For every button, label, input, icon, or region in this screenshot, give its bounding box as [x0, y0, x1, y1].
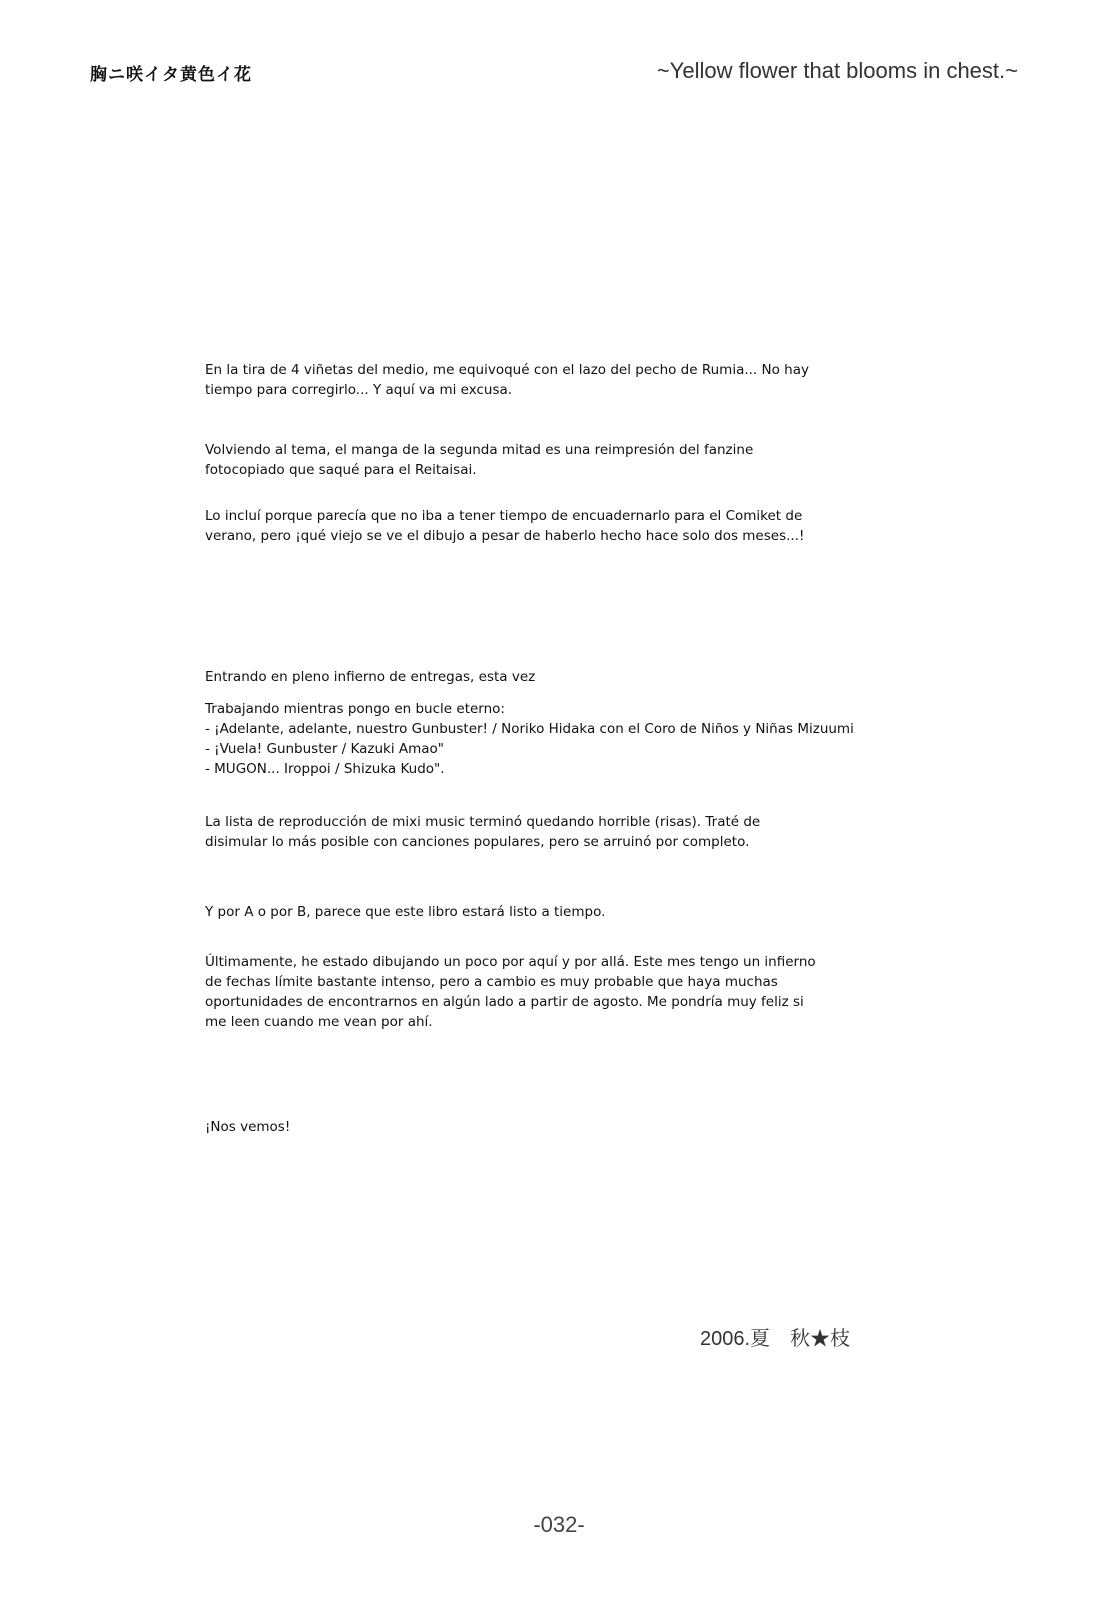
- paragraph-5: Trabajando mientras pongo en bucle eterno: - ¡Adelante, adelante, nuestro Gunbuster! / Noriko Hidaka con el Coro de Niños y Niñas Mizuumi - ¡Vuela! Gunbuster / Kazuki Amao" - MUGON... Iroppoi / Shizuka Kudo".: [205, 701, 854, 777]
- paragraph-9: ¡Nos vemos!: [205, 1119, 291, 1135]
- paragraph-6: La lista de reproducción de mixi music terminó quedando horrible (risas). Traté de disimular lo más posible con canciones populares, pero se arruinó por completo.: [205, 814, 761, 850]
- paragraph-8: Últimamente, he estado dibujando un poco por aquí y por allá. Este mes tengo un infierno de fechas límite bastante intenso, pero a cambio es muy probable que haya muchas oportunidades de encontrarnos en algún lado a partir de agosto. Me pondría muy feliz si me leen cuando me vean por ahí.: [205, 954, 816, 1030]
- header-title-en: ~Yellow flower that blooms in chest.~: [656, 58, 1018, 83]
- paragraph-3: Lo incluí porque parecía que no iba a tener tiempo de encuadernarlo para el Comiket de verano, pero ¡qué viejo se ve el dibujo a pesar de haberlo hecho hace solo dos meses...!: [205, 508, 805, 544]
- paragraph-1: En la tira de 4 viñetas del medio, me equivoqué con el lazo del pecho de Rumia... No hay tiempo para corregirlo... Y aquí va mi excusa.: [205, 362, 809, 398]
- signature: 2006.夏 秋★枝: [700, 1328, 851, 1350]
- page-number: -032-: [533, 1512, 585, 1537]
- paragraph-2: Volviendo al tema, el manga de la segunda mitad es una reimpresión del fanzine fotocopiado que saqué para el Reitaisai.: [205, 442, 754, 478]
- paragraph-7: Y por A o por B, parece que este libro estará listo a tiempo.: [205, 904, 606, 920]
- paragraph-4: Entrando en pleno infierno de entregas, esta vez: [205, 669, 536, 685]
- header-title-jp: 胸ニ咲イタ黄色イ花: [90, 65, 252, 85]
